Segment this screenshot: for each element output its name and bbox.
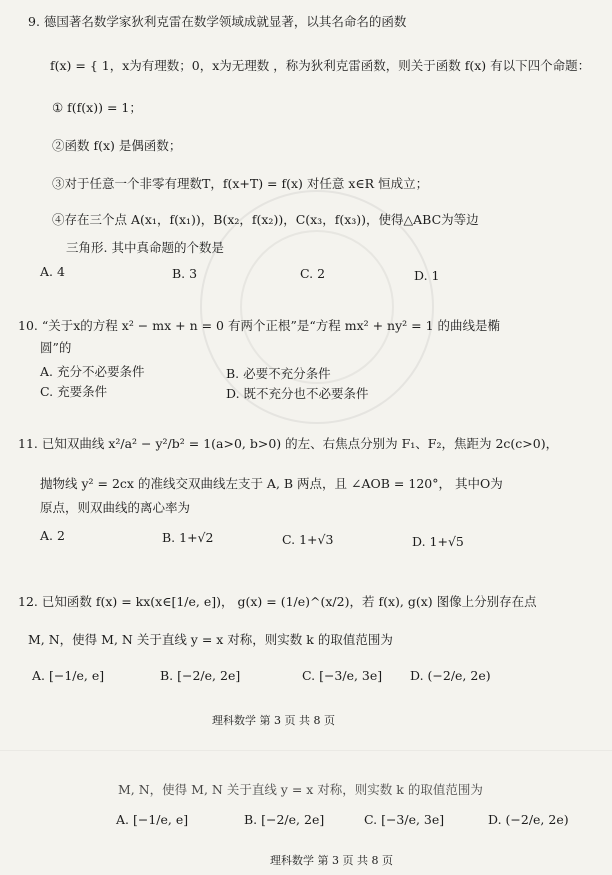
page-footer: 理科数学 第 3 页 共 8 页 — [212, 714, 335, 727]
repeat-option-a: A. [−1/e, e] — [116, 812, 189, 827]
q12-option-c: C. [−3/e, 3e] — [302, 668, 383, 683]
q9-option-c: C. 2 — [300, 266, 326, 281]
q10-option-d: D. 既不充分也不必要条件 — [226, 386, 369, 401]
q11-option-a: A. 2 — [40, 528, 65, 543]
q10-line-2: 圆”的 — [40, 340, 72, 355]
repeat-page-footer: 理科数学 第 3 页 共 8 页 — [270, 854, 393, 867]
q11-option-d: D. 1+√5 — [412, 534, 464, 549]
q12-line-2: M, N，使得 M, N 关于直线 y = x 对称，则实数 k 的取值范围为 — [28, 632, 393, 647]
q9-proposition-2: ②函数 f(x) 是偶函数； — [52, 138, 182, 153]
q9-option-b: B. 3 — [172, 266, 198, 281]
q12-option-d: D. (−2/e, 2e) — [410, 668, 491, 683]
q10-option-c: C. 充要条件 — [40, 384, 108, 399]
q9-proposition-1: ① f(f(x)) = 1； — [52, 100, 142, 115]
q11-option-c: C. 1+√3 — [282, 532, 334, 547]
seal-inner-ring — [240, 230, 394, 384]
q9-proposition-3: ③对于任意一个非零有理数T，f(x+T) = f(x) 对任意 x∈R 恒成立； — [52, 176, 429, 191]
q12-line-1: 12. 已知函数 f(x) = kx(x∈[1/e, e])， g(x) = (1/e)^(x/2)，若 f(x), g(x) 图像上分别存在点 — [18, 594, 537, 609]
q9-definition: f(x) = { 1，x为有理数；0，x为无理数 ，称为狄利克雷函数，则关于函数 f(x) 有以下四个命题： — [50, 58, 591, 73]
q10-option-b: B. 必要不充分条件 — [226, 366, 331, 381]
q9-option-d: D. 1 — [414, 268, 440, 283]
q11-line-1: 11. 已知双曲线 x²/a² − y²/b² = 1(a>0, b>0) 的左、右焦点分别为 F₁、F₂，焦距为 2c(c>0)， — [18, 436, 559, 451]
q9-proposition-4: ④存在三个点 A(x₁，f(x₁))，B(x₂，f(x₂))，C(x₃，f(x₃))，使得△ABC为等边 — [52, 212, 479, 227]
repeat-option-d: D. (−2/e, 2e) — [488, 812, 569, 827]
q12-option-b: B. [−2/e, 2e] — [160, 668, 241, 683]
q9-intro: 9. 德国著名数学家狄利克雷在数学领域成就显著，以其名命名的函数 — [28, 14, 407, 29]
q10-option-a: A. 充分不必要条件 — [40, 364, 145, 379]
q11-line-2: 抛物线 y² = 2cx 的准线交双曲线左支于 A, B 两点，且 ∠AOB = 120°， 其中O为 — [40, 476, 503, 491]
repeat-option-b: B. [−2/e, 2e] — [244, 812, 325, 827]
q11-line-3: 原点，则双曲线的离心率为 — [40, 500, 191, 515]
scan-divider — [0, 750, 612, 751]
q12-option-a: A. [−1/e, e] — [32, 668, 105, 683]
q9-proposition-4-cont: 三角形. 其中真命题的个数是 — [66, 240, 224, 255]
repeat-option-c: C. [−3/e, 3e] — [364, 812, 445, 827]
q11-option-b: B. 1+√2 — [162, 530, 214, 545]
q9-option-a: A. 4 — [40, 264, 65, 279]
repeat-line: M, N，使得 M, N 关于直线 y = x 对称，则实数 k 的取值范围为 — [118, 782, 483, 797]
q10-line-1: 10. “关于x的方程 x² − mx + n = 0 有两个正根”是“方程 mx² + ny² = 1 的曲线是椭 — [18, 318, 501, 333]
